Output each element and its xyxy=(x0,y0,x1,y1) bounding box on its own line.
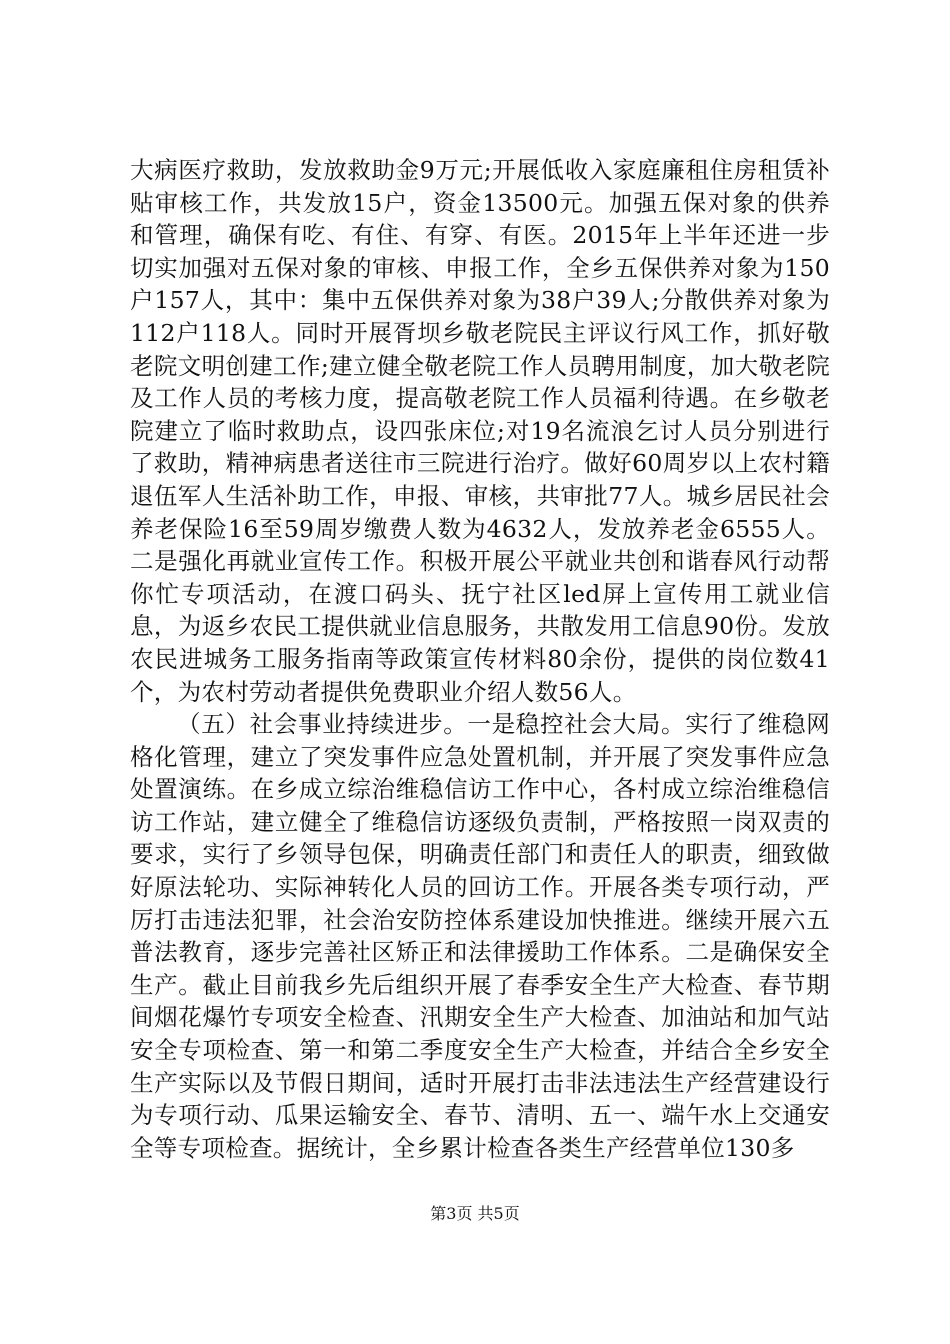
paragraph-social-assistance: 大病医疗救助，发放救助金9万元;开展低收入家庭廉租住房租赁补贴审核工作，共发放15户，资金13500元。加强五保对象的供养和管理，确保有吃、有住、有穿、有医。2015年上半年还进一步切实加强对五保对象的审核、申报工作，全乡五保供养对象为150户157人，其中：集中五保供养对象为38户39人;分散供养对象为112户118人。同时开展胥坝乡敬老院民主评议行风工作，抓好敬老院文明创建工作;建立健全敬老院工作人员聘用制度，加大敬老院及工作人员的考核力度，提高敬老院工作人员福利待遇。在乡敬老院建立了临时救助点，设四张床位;对19名流浪乞讨人员分别进行了救助，精神病患者送往市三院进行治疗。做好60周岁以上农村籍退伍军人生活补助工作，申报、审核，共审批77人。城乡居民社会养老保险16至59周岁缴费人数为4632人，发放养老金6555人。二是强化再就业宣传工作。积极开展公平就业共创和谐春风行动帮你忙专项活动，在渡口码头、抚宁社区led屏上宣传用工就业信息，为返乡农民工提供就业信息服务，共散发用工信息90份。发放农民进城务工服务指南等政策宣传材料80余份，提供的岗位数41个，为农村劳动者提供免费职业介绍人数56人。 xyxy=(130,156,830,706)
page-number-footer: 第3页 共5页 xyxy=(430,1204,520,1223)
paragraph-social-affairs: （五）社会事业持续进步。一是稳控社会大局。实行了维稳网格化管理，建立了突发事件应急处置机制，并开展了突发事件应急处置演练。在乡成立综治维稳信访工作中心，各村成立综治维稳信访工作站，建立健全了维稳信访逐级负责制，严格按照一岗双责的要求，实行了乡领导包保，明确责任部门和责任人的职责，细致做好原法轮功、实际神转化人员的回访工作。开展各类专项行动，严厉打击违法犯罪，社会治安防控体系建设加快推进。继续开展六五普法教育，逐步完善社区矫正和法律援助工作体系。二是确保安全生产。截止目前我乡先后组织开展了春季安全生产大检查、春节期间烟花爆竹专项安全检查、汛期安全生产大检查、加油站和加气站安全专项检查、第一和第二季度安全生产大检查，并结合全乡安全生产实际以及节假日期间，适时开展打击非法违法生产经营建设行为专项行动、瓜果运输安全、春节、清明、五一、端午水上交通安全等专项检查。据统计，全乡累计检查各类生产经营单位130多 xyxy=(130,710,830,1162)
document-body xyxy=(130,154,830,1164)
